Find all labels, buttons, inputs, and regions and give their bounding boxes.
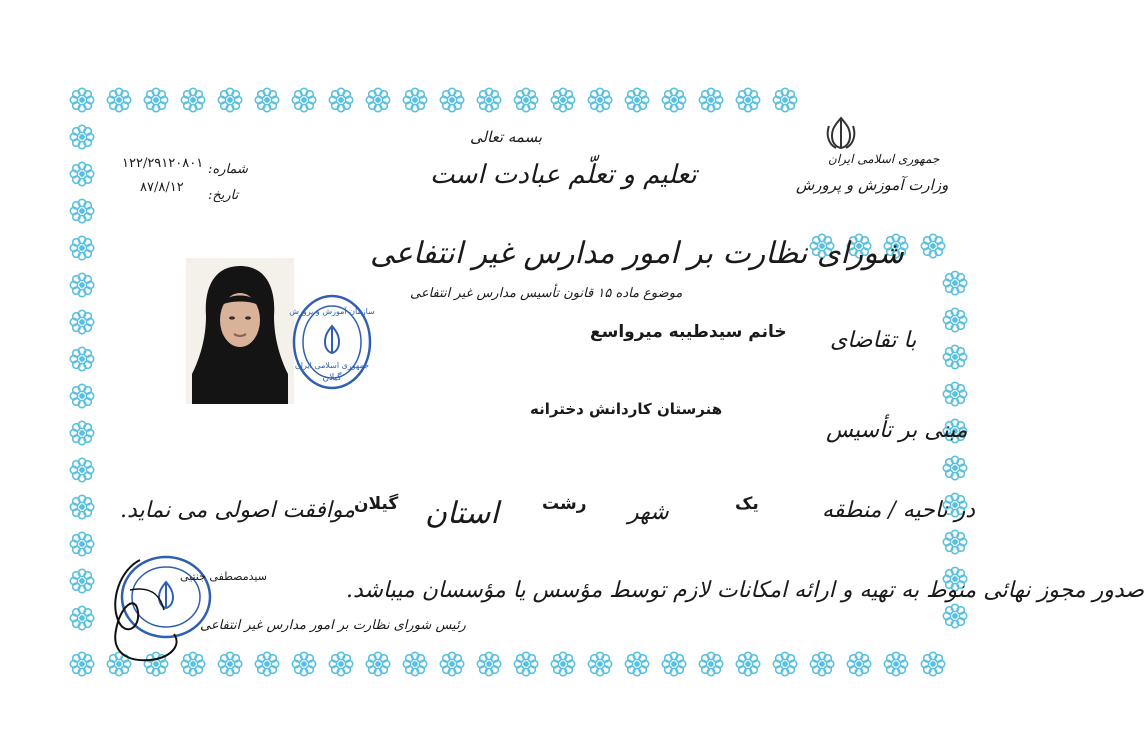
border-ornament [625, 88, 648, 111]
stamp-text-mid: جمهوری اسلامی ایران [294, 361, 370, 370]
border-ornament [847, 652, 870, 675]
border-ornament [70, 495, 93, 518]
border-ornament [943, 308, 966, 331]
border-ornament [921, 234, 944, 257]
border-ornament [943, 345, 966, 368]
border-ornament [921, 652, 944, 675]
border-ornament [329, 88, 352, 111]
border-ornament [943, 456, 966, 479]
border-ornament [699, 652, 722, 675]
border-ornament [218, 88, 241, 111]
border-ornament [943, 271, 966, 294]
border-ornament [736, 652, 759, 675]
ministry-line-2: وزارت آموزش و پرورش [796, 176, 949, 194]
border-ornament [403, 88, 426, 111]
border-ornament [699, 88, 722, 111]
stamp-text-top: سازمان آموزش و پرورش [289, 307, 375, 316]
border-ornament [366, 88, 389, 111]
border-ornament [588, 88, 611, 111]
border-ornament [366, 652, 389, 675]
border-ornament [943, 530, 966, 553]
number-label: شماره: [208, 162, 248, 177]
signatory-title: رئیس شورای نظارت بر امور مدارس غیر انتفاعی [200, 618, 466, 633]
area-value: یک [735, 494, 759, 514]
border-ornament [440, 88, 463, 111]
border-ornament [70, 199, 93, 222]
border-ornament [70, 162, 93, 185]
applicant-photo [186, 258, 294, 404]
border-ornament [255, 652, 278, 675]
motto: تعلیم و تعلّم عبادت است [430, 160, 697, 190]
ministry-line-1: جمهوری اسلامی ایران [828, 152, 940, 166]
border-ornament [292, 652, 315, 675]
article-reference: موضوع ماده ۱۵ قانون تأسیس مدارس غیر انتفاعی [410, 286, 683, 301]
border-ornament [181, 88, 204, 111]
city-value: رشت [542, 494, 587, 514]
border-ornament [70, 458, 93, 481]
border-ornament [810, 652, 833, 675]
border-ornament [329, 652, 352, 675]
stamp-text-bottom: گیلان [322, 373, 342, 383]
border-ornament [943, 604, 966, 627]
border-ornament [773, 88, 796, 111]
date-value: ۸۷/۸/۱۲ [140, 180, 184, 195]
border-ornament [292, 88, 315, 111]
based-on-label: مبنی بر تأسیس [826, 418, 968, 443]
border-ornament [662, 88, 685, 111]
border-ornament [736, 88, 759, 111]
approval-text: موافقت اصولی می نماید. [120, 498, 356, 523]
border-ornament [70, 88, 93, 111]
border-ornament [70, 421, 93, 444]
border-ornament [884, 652, 907, 675]
border-ornament [514, 652, 537, 675]
border-ornament [943, 382, 966, 405]
border-ornament [514, 88, 537, 111]
border-ornament [403, 652, 426, 675]
border-ornament [255, 88, 278, 111]
border-ornament [70, 125, 93, 148]
city-label: شهر [628, 500, 669, 525]
area-label: در ناحیه / منطقه [822, 498, 976, 523]
border-ornament [477, 652, 500, 675]
border-ornament [551, 652, 574, 675]
date-label: تاریخ: [208, 188, 239, 203]
official-stamp [290, 292, 374, 392]
iran-emblem-icon [826, 116, 856, 150]
border-ornament [218, 652, 241, 675]
basmala: بسمه تعالی [470, 128, 543, 146]
border-ornament [70, 384, 93, 407]
school-name: هنرستان کاردانش دخترانه [530, 400, 723, 418]
border-ornament [551, 88, 574, 111]
border-ornament [70, 569, 93, 592]
border-ornament [588, 652, 611, 675]
province-label: استان [425, 496, 499, 531]
number-value: ۱۲۲/۲۹۱۲۰۸۰۱ [122, 156, 204, 171]
request-label: با تقاضای [830, 328, 917, 353]
border-ornament [144, 88, 167, 111]
council-title: شورای نظارت بر امور مدارس غیر انتفاعی [370, 236, 904, 271]
border-ornament [625, 652, 648, 675]
handwritten-signature [100, 550, 190, 670]
applicant-name: خانم سیدطیبه میرواسع [590, 322, 787, 342]
border-ornament [70, 652, 93, 675]
border-ornament [70, 236, 93, 259]
final-condition-text: صدور مجوز نهائی منوط به تهیه و ارائه امکانات لازم توسط مؤسس یا مؤسسان میباشد. [346, 578, 1144, 603]
signatory-name: سیدمصطفی جنتیی [180, 570, 267, 583]
border-ornament [662, 652, 685, 675]
border-ornament [70, 606, 93, 629]
border-ornament [440, 652, 463, 675]
border-ornament [70, 532, 93, 555]
border-ornament [773, 652, 796, 675]
border-ornament [107, 88, 130, 111]
border-ornament [477, 88, 500, 111]
border-ornament [70, 347, 93, 370]
province-value: گیلان [354, 494, 399, 514]
border-ornament [70, 273, 93, 296]
border-ornament [70, 310, 93, 333]
